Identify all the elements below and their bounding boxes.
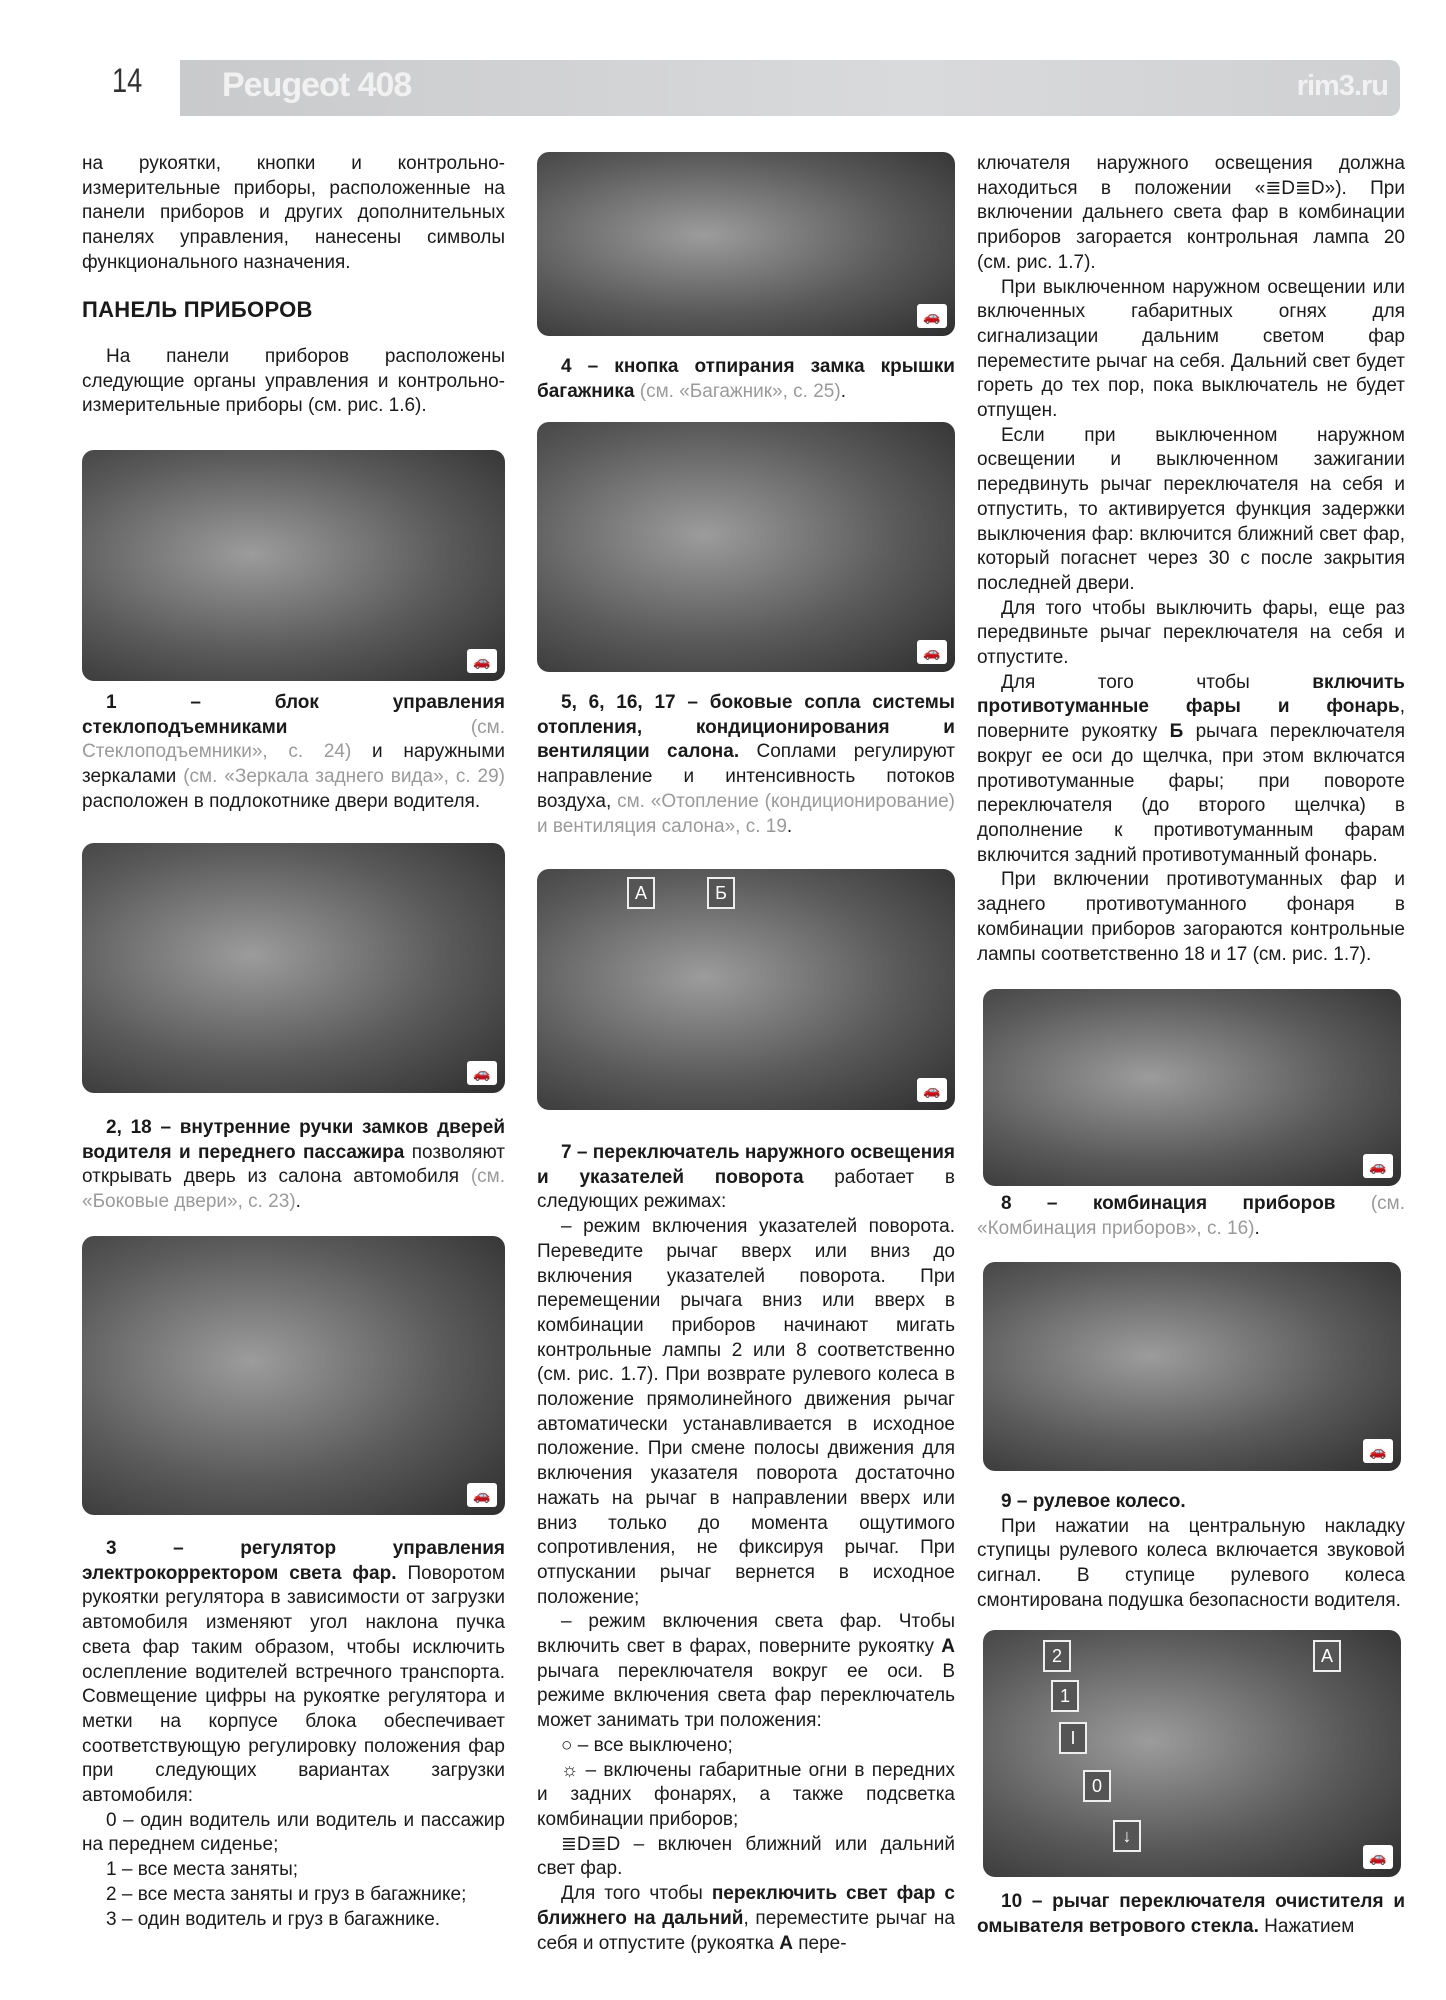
label-down: ↓ bbox=[1113, 1820, 1141, 1852]
text-run: – режим включения света фар. Чтобы включить свет в фарах, поверните рукоятку bbox=[537, 1611, 955, 1658]
text-run: ≣D≣D – включен ближний или дальний свет фар. bbox=[537, 1833, 955, 1880]
bold-text: 10 – рычаг переключателя очистителя и омывателя ветрового стекла. bbox=[977, 1891, 1405, 1937]
text-run: на рукоятки, кнопки и контрольно-измерительные приборы, расположенные на панели приборов и других дополнительных панелях управления, нанесены символы функционального назначения. bbox=[82, 153, 505, 273]
paragraph bbox=[82, 1116, 505, 1215]
cross-reference: (см. «Боковые двери», с. 23) bbox=[82, 1166, 505, 1213]
paragraph bbox=[537, 355, 955, 404]
paragraph bbox=[537, 1215, 955, 1610]
bold-text: 5, 6, 16, 17 – боковые сопла системы отопления, кондиционирования и вентиляции салона. bbox=[537, 692, 955, 763]
caption-4 bbox=[537, 355, 955, 404]
text-run: рычага переключателя вокруг ее оси до щелчка, при этом включатся противотуманные фары; при повороте переключателя (до второго щелчка) в дополнение к противотуманным фарам включится задний противотуманный фонарь. bbox=[977, 721, 1405, 866]
car-icon: 🚗 bbox=[1363, 1154, 1393, 1178]
paragraph bbox=[977, 1490, 1405, 1515]
text-run: ○ – все выключено; bbox=[561, 1734, 733, 1756]
cross-reference: см. «Отопление (кондиционирование) и вентиляция салона», с. 19 bbox=[537, 790, 955, 837]
paragraph bbox=[537, 1759, 955, 1833]
bold-text: 9 – рулевое колесо. bbox=[1001, 1491, 1186, 1512]
photo-steering-wheel bbox=[983, 1262, 1401, 1471]
bold-text: 8 – комбинация приборов bbox=[1001, 1193, 1336, 1214]
caption-5 bbox=[537, 691, 955, 839]
text-run: пере- bbox=[792, 1932, 847, 1954]
bold-text: А bbox=[941, 1636, 955, 1658]
car-icon: 🚗 bbox=[467, 1483, 497, 1507]
text-run: . bbox=[786, 815, 793, 837]
text-run: позволяют открывать дверь из салона автомобиля bbox=[82, 1141, 505, 1188]
text-run: , переместите рычаг на себя и отпустите (рукоятка bbox=[537, 1907, 955, 1954]
caption-9 bbox=[977, 1490, 1405, 1614]
label-a: А bbox=[627, 877, 655, 909]
right-text bbox=[977, 152, 1405, 967]
paragraph bbox=[82, 691, 505, 815]
text-run: При выключенном наружном освещении или включенных габаритных огнях для сигнализации дальним светом фар переместите рычаг на себя. Дальний свет будет гореть до тех пор, пока выключатель не будет отпущен. bbox=[977, 276, 1405, 422]
paragraph bbox=[537, 691, 955, 839]
list-item: 3 – один водитель и груз в багажнике. bbox=[106, 1908, 441, 1930]
paragraph bbox=[537, 1882, 955, 1956]
caption-8 bbox=[977, 1192, 1405, 1241]
bold-text: Б bbox=[1169, 721, 1184, 743]
list-item: 1 – все места заняты; bbox=[106, 1859, 299, 1881]
cross-reference: (см. «Багажник», с. 25) bbox=[634, 380, 841, 402]
bold-text: переключить свет фар с ближнего на дальний bbox=[537, 1883, 955, 1929]
bold-text: 2, 18 – внутренние ручки замков дверей водителя и переднего пассажира bbox=[82, 1117, 505, 1163]
bold-text: 3 – регулятор управления электрокорректором света фар. bbox=[82, 1538, 505, 1584]
paragraph bbox=[82, 152, 505, 276]
cross-reference: (см. Стеклоподъемники», с. 24) bbox=[82, 716, 505, 763]
intro-text bbox=[82, 152, 505, 276]
text-run: расположен в подлокотнике двери водителя. bbox=[82, 790, 481, 812]
text-run: , поверните рукоятку bbox=[977, 696, 1405, 743]
paragraph bbox=[977, 424, 1405, 597]
label-b: Б bbox=[707, 877, 735, 909]
paragraph bbox=[537, 1610, 955, 1734]
photo-headlamp-leveler bbox=[82, 1236, 505, 1515]
label-2: 2 bbox=[1043, 1640, 1071, 1672]
label-i: I bbox=[1059, 1722, 1087, 1754]
paragraph bbox=[977, 276, 1405, 424]
cross-reference: (см. «Зеркала заднего вида», с. 29) bbox=[183, 766, 506, 788]
caption-1 bbox=[82, 691, 505, 815]
car-icon: 🚗 bbox=[467, 649, 497, 673]
bold-text: 1 – блок управления стеклоподъемниками bbox=[82, 692, 505, 738]
site-watermark: rim3.ru bbox=[1296, 70, 1388, 102]
paragraph bbox=[977, 1515, 1405, 1614]
bold-text: 7 – переключатель наружного освещения и указателей поворота bbox=[537, 1142, 955, 1188]
paragraph bbox=[977, 597, 1405, 671]
car-icon: 🚗 bbox=[1363, 1439, 1393, 1463]
text-run: Для того чтобы bbox=[561, 1883, 712, 1905]
photo-door-handle bbox=[82, 843, 505, 1093]
paragraph bbox=[977, 1890, 1405, 1939]
label-1: 1 bbox=[1051, 1680, 1079, 1712]
paragraph bbox=[537, 1833, 955, 1882]
paragraph bbox=[537, 1734, 955, 1759]
list-item: 2 – все места заняты и груз в багажнике; bbox=[106, 1883, 467, 1905]
photo-instrument-cluster bbox=[983, 989, 1401, 1186]
bold-text: А bbox=[779, 1932, 793, 1954]
car-icon: 🚗 bbox=[917, 1078, 947, 1102]
text-run: . bbox=[840, 380, 846, 402]
text-run: Нажатием bbox=[1258, 1915, 1355, 1937]
text-run: Для того чтобы bbox=[1001, 671, 1313, 693]
paragraph bbox=[977, 671, 1405, 869]
text-run: и наружными зеркалами bbox=[82, 741, 505, 788]
list-item: 0 – один водитель или водитель и пассажир на переднем сиденье; bbox=[82, 1809, 505, 1856]
paragraph bbox=[977, 152, 1405, 276]
bold-text: включить противотуманные фары и фонарь bbox=[977, 671, 1405, 718]
label-a: А bbox=[1313, 1640, 1341, 1672]
paragraph bbox=[537, 1141, 955, 1215]
heading-text: ПАНЕЛЬ ПРИБОРОВ bbox=[82, 297, 313, 322]
switch-description bbox=[537, 1141, 955, 1956]
section-intro bbox=[82, 345, 505, 419]
photo-air-vents bbox=[537, 422, 955, 672]
paragraph bbox=[977, 1192, 1405, 1241]
paragraph bbox=[977, 868, 1405, 967]
bold-text: 4 – кнопка отпирания замка крышки багажника bbox=[537, 356, 955, 402]
text-run: На панели приборов расположены следующие органы управления и контрольно-измерительные приборы (см. рис. 1.6). bbox=[82, 346, 505, 417]
text-run: . bbox=[295, 1191, 301, 1213]
text-run: ☼ – включены габаритные огни в передних и задних фонарях, а также подсветка комбинации приборов; bbox=[537, 1759, 955, 1830]
photo-light-switch bbox=[537, 869, 955, 1110]
caption-3 bbox=[82, 1537, 505, 1932]
text-run: Для того чтобы выключить фары, еще раз передвиньте рычаг переключателя на себя и отпустите. bbox=[977, 597, 1405, 669]
cross-reference: (см. «Комбинация приборов», с. 16) bbox=[977, 1193, 1405, 1239]
text-run: – режим включения указателей поворота. Переведите рычаг вверх или вниз до включения указателей поворота. При перемещении рычага вниз или вверх в комбинации приборов начинают мигать контрольные лампы 2 или 8 соответственно (см. рис. 1.7). При возврате рулевого колеса в положение прямолинейного движения рычаг автоматически устанавливается в исходное положение. При смене полосы движения для включения указателя поворота достаточно нажать на рычаг в направлении вверх или вниз только до момента ощутимого сопротивления, не фиксируя рычаг. При отпускании рычаг вернется в исходное положение; bbox=[537, 1216, 955, 1608]
car-icon: 🚗 bbox=[917, 640, 947, 664]
book-title: Peugeot 408 bbox=[222, 66, 412, 104]
photo-trunk-button bbox=[537, 152, 955, 336]
caption-2 bbox=[82, 1116, 505, 1215]
text-run: Соплами регулируют направление и интенсивность потоков воздуха, bbox=[537, 741, 956, 812]
car-icon: 🚗 bbox=[1363, 1845, 1393, 1869]
text-run: рычага переключателя вокруг ее оси. В режиме включения света фар переключатель может занимать три положения: bbox=[537, 1660, 955, 1732]
photo-window-controls bbox=[82, 450, 505, 681]
page-number: 14 bbox=[112, 62, 143, 100]
text-run: ключателя наружного освещения должна находиться в положении «≣D≣D»). При включении дальнего света фар в комбинации приборов загорается контрольная лампа 20 (см. рис. 1.7). bbox=[977, 153, 1405, 273]
text-run: . bbox=[1254, 1217, 1260, 1239]
text-run: Если при выключенном наружном освещении и выключенном зажигании передвинуть рычаг переключателя на себя и отпустить, то активируется функция задержки выключения фар: включится ближний свет фар, который погаснет через 30 с после закрытия последней двери. bbox=[977, 424, 1405, 594]
text-run: При включении противотуманных фар и заднего противотуманного фонаря в комбинации приборов загораются контрольные лампы соответственно 18 и 17 (см. рис. 1.7). bbox=[977, 869, 1405, 965]
car-icon: 🚗 bbox=[467, 1061, 497, 1085]
paragraph bbox=[82, 345, 505, 419]
text-run: При нажатии на центральную накладку ступицы рулевого колеса включается звуковой сигнал. В ступице рулевого колеса смонтирована подушка безопасности водителя. bbox=[977, 1515, 1405, 1611]
paragraph bbox=[82, 1537, 505, 1809]
text-run: Поворотом рукоятки регулятора в зависимости от загрузки автомобиля изменяют угол наклона пучка света фар таким образом, чтобы исключить ослепление водителей встречного транспорта. Совмещение цифры на рукоятке регулятора и метки на корпусе блока обеспечивает соответствующую регулировку положения фар при следующих вариантах загрузки автомобиля: bbox=[82, 1562, 505, 1807]
section-heading bbox=[82, 298, 505, 323]
label-0: 0 bbox=[1083, 1770, 1111, 1802]
text-run: работает в следующих режимах: bbox=[537, 1166, 955, 1213]
car-icon: 🚗 bbox=[917, 304, 947, 328]
photo-wiper-lever bbox=[983, 1630, 1401, 1877]
caption-10 bbox=[977, 1890, 1405, 1939]
